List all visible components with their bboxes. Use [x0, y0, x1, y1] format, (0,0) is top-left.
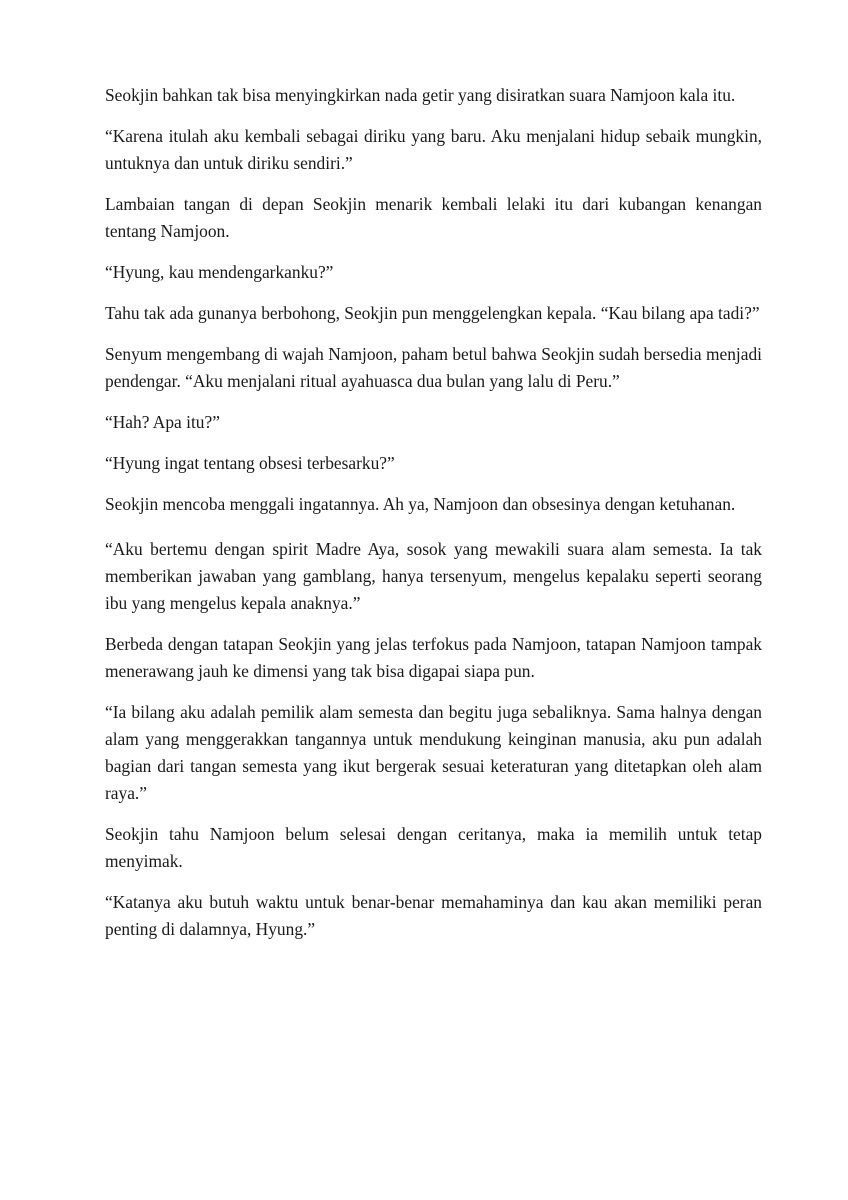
- paragraph-5: Tahu tak ada gunanya berbohong, Seokjin pun menggelengkan kepala. “Kau bilang apa tadi?”: [105, 303, 760, 323]
- paragraph-8: “Hyung ingat tentang obsesi terbesarku?”: [105, 453, 395, 473]
- paragraph-3: Lambaian tangan di depan Seokjin menarik kembali lelaki itu dari kubangan kenangan tentang Namjoon.: [105, 194, 762, 241]
- paragraph-6: Senyum mengembang di wajah Namjoon, paham betul bahwa Seokjin sudah bersedia menjadi pendengar. “Aku menjalani ritual ayahuasca dua bulan yang lalu di Peru.”: [105, 344, 762, 391]
- paragraph-7: “Hah? Apa itu?”: [105, 412, 220, 432]
- paragraph-13: Seokjin tahu Namjoon belum selesai dengan ceritanya, maka ia memilih untuk tetap menyimak.: [105, 824, 762, 871]
- paragraph-12: “Ia bilang aku adalah pemilik alam semesta dan begitu juga sebaliknya. Sama halnya dengan alam yang menggerakkan tangannya untuk mendukung keinginan manusia, aku pun adalah bagian dari tangan semesta yang ikut bergerak sesuai keteraturan yang ditetapkan oleh alam raya.”: [105, 702, 762, 803]
- paragraph-1: Seokjin bahkan tak bisa menyingkirkan nada getir yang disiratkan suara Namjoon kala itu.: [105, 85, 736, 105]
- paragraph-11: Berbeda dengan tatapan Seokjin yang jelas terfokus pada Namjoon, tatapan Namjoon tampak menerawang jauh ke dimensi yang tak bisa digapai siapa pun.: [105, 634, 762, 681]
- paragraph-2: “Karena itulah aku kembali sebagai diriku yang baru. Aku menjalani hidup sebaik mungkin, untuknya dan untuk diriku sendiri.”: [105, 126, 762, 173]
- paragraph-10: “Aku bertemu dengan spirit Madre Aya, sosok yang mewakili suara alam semesta. Ia tak memberikan jawaban yang gamblang, hanya tersenyum, mengelus kepalaku seperti seorang ibu yang mengelus kepala anaknya.”: [105, 539, 762, 613]
- paragraph-4: “Hyung, kau mendengarkanku?”: [105, 262, 334, 282]
- document-body: [105, 82, 762, 957]
- paragraph-14: “Katanya aku butuh waktu untuk benar-benar memahaminya dan kau akan memiliki peran penting di dalamnya, Hyung.”: [105, 892, 762, 939]
- paragraph-9: Seokjin mencoba menggali ingatannya. Ah ya, Namjoon dan obsesinya dengan ketuhanan.: [105, 494, 736, 514]
